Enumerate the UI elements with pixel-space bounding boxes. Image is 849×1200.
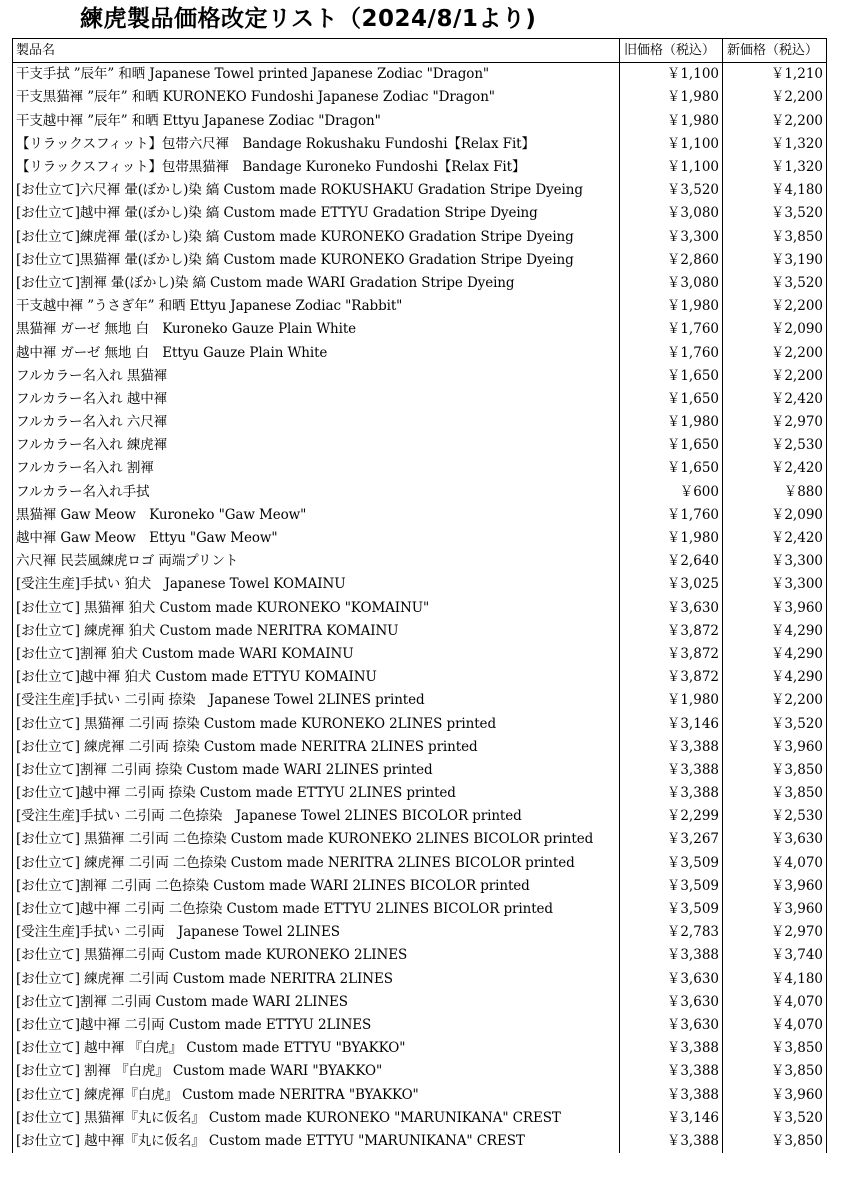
product-name-cell: [お仕立て]越中褌 二引両 二色捺染 Custom made ETTYU 2LINES BICOLOR printed bbox=[13, 898, 620, 921]
new-price-cell: ￥4,070 bbox=[723, 1014, 827, 1037]
old-price-cell: ￥3,630 bbox=[620, 968, 723, 991]
product-name-cell: [お仕立て] 練虎褌 二引両 捺染 Custom made NERITRA 2LINES printed bbox=[13, 736, 620, 759]
product-name-cell: [お仕立て]越中褌 二引両 Custom made ETTYU 2LINES bbox=[13, 1014, 620, 1037]
new-price-cell: ￥4,290 bbox=[723, 620, 827, 643]
new-price-cell: ￥2,420 bbox=[723, 388, 827, 411]
old-price-cell: ￥3,267 bbox=[620, 828, 723, 851]
new-price-cell: ￥4,180 bbox=[723, 179, 827, 202]
table-row bbox=[13, 481, 827, 504]
table-row bbox=[13, 597, 827, 620]
product-name-cell: [受注生産]手拭い 二引両 Japanese Towel 2LINES bbox=[13, 921, 620, 944]
product-name-cell: [お仕立て]練虎褌 暈(ぼかし)染 縞 Custom made KURONEKO Gradation Stripe Dyeing bbox=[13, 226, 620, 249]
product-name-cell: フルカラー名入れ 六尺褌 bbox=[13, 411, 620, 434]
table-row bbox=[13, 295, 827, 318]
product-name-cell: 【リラックスフィット】包帯黒猫褌 Bandage Kuroneko Fundoshi【Relax Fit】 bbox=[13, 156, 620, 179]
old-price-cell: ￥1,100 bbox=[620, 156, 723, 179]
new-price-cell: ￥3,850 bbox=[723, 782, 827, 805]
new-price-cell: ￥2,200 bbox=[723, 689, 827, 712]
product-name-cell: 干支越中褌 ”うさぎ年” 和晒 Ettyu Japanese Zodiac "Rabbit" bbox=[13, 295, 620, 318]
table-row bbox=[13, 1083, 827, 1106]
new-price-cell: ￥3,850 bbox=[723, 226, 827, 249]
product-name-cell: [お仕立て]越中褌 狛犬 Custom made ETTYU KOMAINU bbox=[13, 666, 620, 689]
table-row bbox=[13, 411, 827, 434]
new-price-cell: ￥3,960 bbox=[723, 1083, 827, 1106]
table-row bbox=[13, 805, 827, 828]
product-name-cell: [お仕立て] 黒猫褌 二引両 二色捺染 Custom made KURONEKO 2LINES BICOLOR printed bbox=[13, 828, 620, 851]
old-price-cell: ￥1,760 bbox=[620, 341, 723, 364]
old-price-cell: ￥3,509 bbox=[620, 875, 723, 898]
new-price-cell: ￥4,180 bbox=[723, 968, 827, 991]
product-name-cell: [お仕立て] 練虎褌 二引両 二色捺染 Custom made NERITRA 2LINES BICOLOR printed bbox=[13, 852, 620, 875]
old-price-cell: ￥3,388 bbox=[620, 1130, 723, 1153]
table-row bbox=[13, 272, 827, 295]
new-price-cell: ￥4,070 bbox=[723, 852, 827, 875]
new-price-cell: ￥2,090 bbox=[723, 318, 827, 341]
old-price-cell: ￥2,860 bbox=[620, 249, 723, 272]
new-price-cell: ￥2,200 bbox=[723, 110, 827, 133]
old-price-cell: ￥3,630 bbox=[620, 597, 723, 620]
table-row bbox=[13, 110, 827, 133]
old-price-cell: ￥1,980 bbox=[620, 110, 723, 133]
new-price-cell: ￥3,850 bbox=[723, 759, 827, 782]
old-price-cell: ￥3,388 bbox=[620, 1037, 723, 1060]
new-price-cell: ￥3,630 bbox=[723, 828, 827, 851]
new-price-cell: ￥2,200 bbox=[723, 341, 827, 364]
new-price-cell: ￥3,960 bbox=[723, 875, 827, 898]
product-name-cell: フルカラー名入れ 黒猫褌 bbox=[13, 365, 620, 388]
product-name-cell: [お仕立て]割褌 二引両 捺染 Custom made WARI 2LINES printed bbox=[13, 759, 620, 782]
table-row bbox=[13, 179, 827, 202]
new-price-cell: ￥3,850 bbox=[723, 1130, 827, 1153]
product-name-cell: 干支黒猫褌 ”辰年” 和晒 KURONEKO Fundoshi Japanese Zodiac "Dragon" bbox=[13, 86, 620, 109]
old-price-cell: ￥1,980 bbox=[620, 86, 723, 109]
old-price-cell: ￥3,872 bbox=[620, 620, 723, 643]
table-row bbox=[13, 828, 827, 851]
old-price-cell: ￥3,146 bbox=[620, 1107, 723, 1130]
table-row bbox=[13, 63, 827, 87]
table-row bbox=[13, 226, 827, 249]
old-price-cell: ￥1,980 bbox=[620, 411, 723, 434]
product-name-cell: 六尺褌 民芸風練虎ロゴ 両端プリント bbox=[13, 550, 620, 573]
product-name-cell: 越中褌 Gaw Meow Ettyu "Gaw Meow" bbox=[13, 527, 620, 550]
table-row bbox=[13, 968, 827, 991]
old-price-cell: ￥3,388 bbox=[620, 1083, 723, 1106]
old-price-cell: ￥3,520 bbox=[620, 179, 723, 202]
product-name-cell: [お仕立て] 練虎褌『白虎』 Custom made NERITRA "BYAKKO" bbox=[13, 1083, 620, 1106]
table-row bbox=[13, 341, 827, 364]
old-price-cell: ￥1,760 bbox=[620, 504, 723, 527]
product-name-cell: フルカラー名入れ手拭 bbox=[13, 481, 620, 504]
old-price-cell: ￥3,388 bbox=[620, 736, 723, 759]
new-price-cell: ￥3,520 bbox=[723, 1107, 827, 1130]
product-name-cell: [お仕立て]割褌 二引両 二色捺染 Custom made WARI 2LINES BICOLOR printed bbox=[13, 875, 620, 898]
new-price-cell: ￥2,420 bbox=[723, 527, 827, 550]
table-row bbox=[13, 550, 827, 573]
table-row bbox=[13, 573, 827, 596]
product-name-cell: 干支越中褌 ”辰年” 和晒 Ettyu Japanese Zodiac "Dragon" bbox=[13, 110, 620, 133]
table-body bbox=[13, 63, 827, 1153]
table-row bbox=[13, 388, 827, 411]
table-row bbox=[13, 202, 827, 225]
old-price-cell: ￥1,760 bbox=[620, 318, 723, 341]
old-price-cell: ￥3,388 bbox=[620, 782, 723, 805]
column-header-new-price: 新価格（税込） bbox=[723, 39, 827, 63]
table-row bbox=[13, 991, 827, 1014]
new-price-cell: ￥4,290 bbox=[723, 666, 827, 689]
old-price-cell: ￥3,872 bbox=[620, 643, 723, 666]
new-price-cell: ￥4,290 bbox=[723, 643, 827, 666]
product-name-cell: [受注生産]手拭い 狛犬 Japanese Towel KOMAINU bbox=[13, 573, 620, 596]
table-row bbox=[13, 504, 827, 527]
product-name-cell: [お仕立て]割褌 暈(ぼかし)染 縞 Custom made WARI Gradation Stripe Dyeing bbox=[13, 272, 620, 295]
table-row bbox=[13, 1130, 827, 1153]
new-price-cell: ￥3,300 bbox=[723, 550, 827, 573]
product-name-cell: [お仕立て]割褌 二引両 Custom made WARI 2LINES bbox=[13, 991, 620, 1014]
page-title: 練虎製品価格改定リスト（2024/8/1より) bbox=[80, 6, 537, 32]
new-price-cell: ￥880 bbox=[723, 481, 827, 504]
product-name-cell: 干支手拭 ”辰年” 和晒 Japanese Towel printed Japanese Zodiac "Dragon" bbox=[13, 63, 620, 87]
new-price-cell: ￥3,520 bbox=[723, 272, 827, 295]
product-name-cell: [お仕立て]黒猫褌 暈(ぼかし)染 縞 Custom made KURONEKO Gradation Stripe Dyeing bbox=[13, 249, 620, 272]
table-row bbox=[13, 365, 827, 388]
table-row bbox=[13, 527, 827, 550]
new-price-cell: ￥3,850 bbox=[723, 1060, 827, 1083]
old-price-cell: ￥1,980 bbox=[620, 295, 723, 318]
new-price-cell: ￥2,530 bbox=[723, 434, 827, 457]
product-name-cell: [お仕立て] 黒猫褌 狛犬 Custom made KURONEKO "KOMAINU" bbox=[13, 597, 620, 620]
table-row bbox=[13, 434, 827, 457]
old-price-cell: ￥3,025 bbox=[620, 573, 723, 596]
old-price-cell: ￥1,980 bbox=[620, 689, 723, 712]
column-header-old-price: 旧価格（税込） bbox=[620, 39, 723, 63]
product-name-cell: [お仕立て] 黒猫褌二引両 Custom made KURONEKO 2LINES bbox=[13, 944, 620, 967]
new-price-cell: ￥3,960 bbox=[723, 597, 827, 620]
new-price-cell: ￥1,320 bbox=[723, 133, 827, 156]
table-row bbox=[13, 318, 827, 341]
table-row bbox=[13, 457, 827, 480]
table-row bbox=[13, 852, 827, 875]
new-price-cell: ￥2,420 bbox=[723, 457, 827, 480]
table-row bbox=[13, 133, 827, 156]
new-price-cell: ￥2,200 bbox=[723, 86, 827, 109]
product-name-cell: [お仕立て] 練虎褌 狛犬 Custom made NERITRA KOMAINU bbox=[13, 620, 620, 643]
new-price-cell: ￥2,090 bbox=[723, 504, 827, 527]
old-price-cell: ￥1,980 bbox=[620, 527, 723, 550]
table-row bbox=[13, 875, 827, 898]
old-price-cell: ￥3,388 bbox=[620, 1060, 723, 1083]
table-row bbox=[13, 782, 827, 805]
table-row bbox=[13, 944, 827, 967]
product-name-cell: [お仕立て]六尺褌 暈(ぼかし)染 縞 Custom made ROKUSHAKU Gradation Stripe Dyeing bbox=[13, 179, 620, 202]
old-price-cell: ￥1,650 bbox=[620, 434, 723, 457]
table-row bbox=[13, 1037, 827, 1060]
old-price-cell: ￥3,630 bbox=[620, 991, 723, 1014]
old-price-cell: ￥3,630 bbox=[620, 1014, 723, 1037]
old-price-cell: ￥3,509 bbox=[620, 898, 723, 921]
table-row bbox=[13, 620, 827, 643]
product-name-cell: [お仕立て]越中褌 二引両 捺染 Custom made ETTYU 2LINES printed bbox=[13, 782, 620, 805]
new-price-cell: ￥2,970 bbox=[723, 411, 827, 434]
old-price-cell: ￥1,650 bbox=[620, 457, 723, 480]
product-name-cell: 【リラックスフィット】包帯六尺褌 Bandage Rokushaku Fundoshi【Relax Fit】 bbox=[13, 133, 620, 156]
old-price-cell: ￥3,388 bbox=[620, 759, 723, 782]
old-price-cell: ￥1,100 bbox=[620, 63, 723, 87]
new-price-cell: ￥2,200 bbox=[723, 365, 827, 388]
product-name-cell: [お仕立て] 黒猫褌『丸に仮名』 Custom made KURONEKO "MARUNIKANA" CREST bbox=[13, 1107, 620, 1130]
table-row bbox=[13, 712, 827, 735]
old-price-cell: ￥2,640 bbox=[620, 550, 723, 573]
new-price-cell: ￥2,530 bbox=[723, 805, 827, 828]
product-name-cell: [受注生産]手拭い 二引両 捺染 Japanese Towel 2LINES printed bbox=[13, 689, 620, 712]
product-name-cell: フルカラー名入れ 練虎褌 bbox=[13, 434, 620, 457]
old-price-cell: ￥600 bbox=[620, 481, 723, 504]
product-name-cell: [お仕立て] 越中褌 『白虎』 Custom made ETTYU "BYAKKO" bbox=[13, 1037, 620, 1060]
table-row bbox=[13, 1014, 827, 1037]
table-header-row bbox=[13, 39, 827, 63]
product-name-cell: [お仕立て]割褌 狛犬 Custom made WARI KOMAINU bbox=[13, 643, 620, 666]
table-row bbox=[13, 1060, 827, 1083]
new-price-cell: ￥3,300 bbox=[723, 573, 827, 596]
old-price-cell: ￥3,388 bbox=[620, 944, 723, 967]
old-price-cell: ￥1,650 bbox=[620, 365, 723, 388]
price-table bbox=[12, 38, 827, 1153]
product-name-cell: [お仕立て] 越中褌『丸に仮名』 Custom made ETTYU "MARUNIKANA" CREST bbox=[13, 1130, 620, 1153]
old-price-cell: ￥1,650 bbox=[620, 388, 723, 411]
new-price-cell: ￥2,200 bbox=[723, 295, 827, 318]
table-row bbox=[13, 1107, 827, 1130]
new-price-cell: ￥3,850 bbox=[723, 1037, 827, 1060]
table-row bbox=[13, 689, 827, 712]
table-row bbox=[13, 898, 827, 921]
column-header-name: 製品名 bbox=[13, 39, 620, 63]
product-name-cell: 黒猫褌 ガーゼ 無地 白 Kuroneko Gauze Plain White bbox=[13, 318, 620, 341]
new-price-cell: ￥3,520 bbox=[723, 202, 827, 225]
product-name-cell: [お仕立て]越中褌 暈(ぼかし)染 縞 Custom made ETTYU Gradation Stripe Dyeing bbox=[13, 202, 620, 225]
old-price-cell: ￥3,080 bbox=[620, 202, 723, 225]
product-name-cell: フルカラー名入れ 越中褌 bbox=[13, 388, 620, 411]
old-price-cell: ￥3,300 bbox=[620, 226, 723, 249]
new-price-cell: ￥3,190 bbox=[723, 249, 827, 272]
table-row bbox=[13, 249, 827, 272]
table-row bbox=[13, 759, 827, 782]
table-row bbox=[13, 643, 827, 666]
old-price-cell: ￥2,783 bbox=[620, 921, 723, 944]
product-name-cell: フルカラー名入れ 割褌 bbox=[13, 457, 620, 480]
product-name-cell: 黒猫褌 Gaw Meow Kuroneko "Gaw Meow" bbox=[13, 504, 620, 527]
new-price-cell: ￥2,970 bbox=[723, 921, 827, 944]
new-price-cell: ￥3,740 bbox=[723, 944, 827, 967]
new-price-cell: ￥4,070 bbox=[723, 991, 827, 1014]
new-price-cell: ￥1,320 bbox=[723, 156, 827, 179]
product-name-cell: [お仕立て] 黒猫褌 二引両 捺染 Custom made KURONEKO 2LINES printed bbox=[13, 712, 620, 735]
product-name-cell: [お仕立て] 練虎褌 二引両 Custom made NERITRA 2LINES bbox=[13, 968, 620, 991]
old-price-cell: ￥3,080 bbox=[620, 272, 723, 295]
new-price-cell: ￥3,520 bbox=[723, 712, 827, 735]
table-row bbox=[13, 86, 827, 109]
table-row bbox=[13, 921, 827, 944]
product-name-cell: 越中褌 ガーゼ 無地 白 Ettyu Gauze Plain White bbox=[13, 341, 620, 364]
product-name-cell: [お仕立て] 割褌 『白虎』 Custom made WARI "BYAKKO" bbox=[13, 1060, 620, 1083]
new-price-cell: ￥3,960 bbox=[723, 736, 827, 759]
old-price-cell: ￥3,146 bbox=[620, 712, 723, 735]
old-price-cell: ￥1,100 bbox=[620, 133, 723, 156]
new-price-cell: ￥3,960 bbox=[723, 898, 827, 921]
old-price-cell: ￥3,872 bbox=[620, 666, 723, 689]
table-row bbox=[13, 736, 827, 759]
old-price-cell: ￥3,509 bbox=[620, 852, 723, 875]
old-price-cell: ￥2,299 bbox=[620, 805, 723, 828]
product-name-cell: [受注生産]手拭い 二引両 二色捺染 Japanese Towel 2LINES BICOLOR printed bbox=[13, 805, 620, 828]
table-row bbox=[13, 666, 827, 689]
new-price-cell: ￥1,210 bbox=[723, 63, 827, 87]
table-row bbox=[13, 156, 827, 179]
